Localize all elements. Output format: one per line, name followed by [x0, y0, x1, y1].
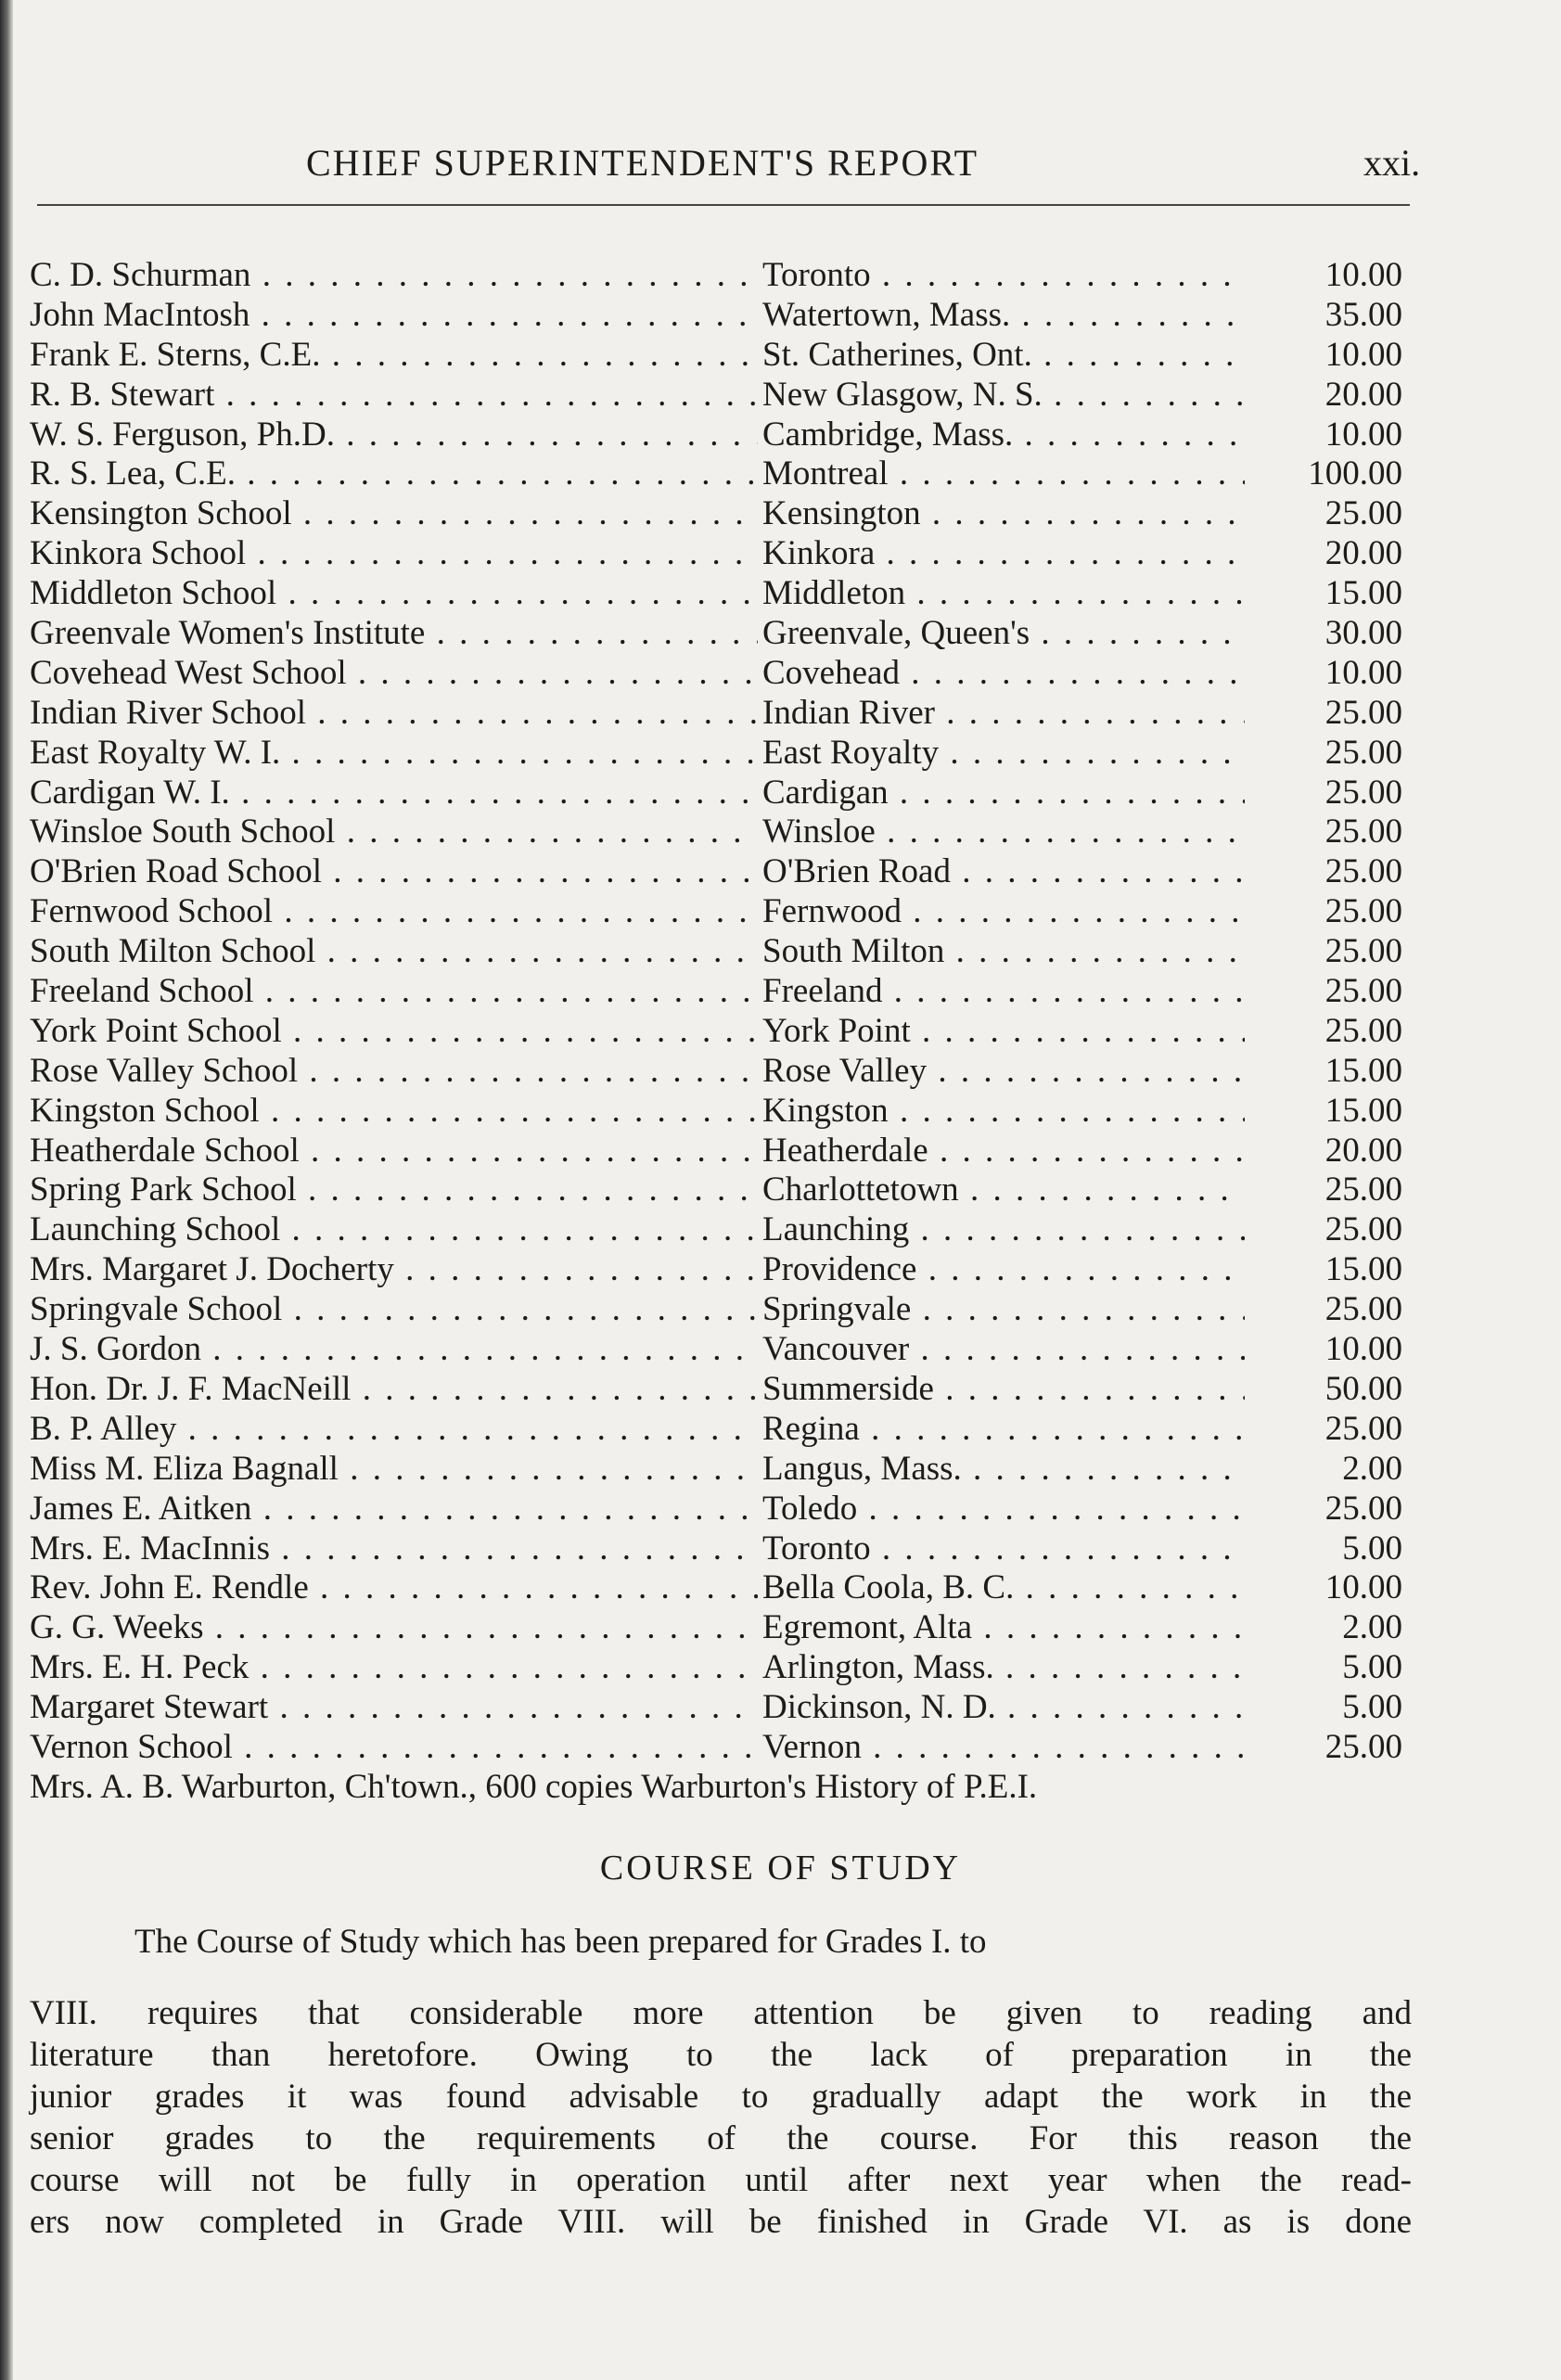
- contributor-name: Cardigan W. I. . . .: [30, 774, 758, 813]
- contributor-row: [30, 376, 1421, 416]
- contributor-amount: 35.00: [1324, 295, 1402, 334]
- paragraph-first-line: The Course of Study which has been prepared for Grades I. to: [134, 1923, 987, 1961]
- contributor-amount: 25.00: [1324, 892, 1402, 931]
- section-heading: COURSE OF STUDY: [599, 1849, 962, 1887]
- contributor-name: J. S. Gordon . . .: [30, 1330, 758, 1370]
- contributor-name: Springvale School . . .: [30, 1290, 758, 1330]
- contributor-row: [30, 1171, 1421, 1210]
- contributor-place: Launching . . .: [762, 1210, 1245, 1250]
- contributor-name: Kensington School . . .: [30, 494, 758, 534]
- contributor-amount: 10.00: [1324, 1330, 1402, 1369]
- contributor-row: [30, 534, 1421, 574]
- contributor-amount: 15.00: [1324, 574, 1402, 613]
- contributor-row: [30, 574, 1421, 614]
- contributor-name: Launching School . . .: [30, 1210, 758, 1250]
- contributor-name: W. S. Ferguson, Ph.D. . . .: [30, 416, 758, 455]
- contributor-name: Mrs. Margaret J. Docherty . . .: [30, 1250, 758, 1290]
- contributor-place: Vancouver . . .: [762, 1330, 1245, 1370]
- contributor-name: Covehead West School . . .: [30, 654, 758, 694]
- contributor-place: O'Brien Road . . .: [762, 852, 1245, 892]
- paragraph-line: ers now completed in Grade VIII. will be finished in Grade VI. as is done: [30, 2203, 1412, 2241]
- contributor-place: Toledo . . .: [762, 1490, 1245, 1529]
- contributor-name: Hon. Dr. J. F. MacNeill . . .: [30, 1370, 758, 1410]
- contributor-amount: 25.00: [1324, 813, 1402, 851]
- contributor-place: Providence . . .: [762, 1250, 1245, 1290]
- contributor-amount: 5.00: [1342, 1529, 1402, 1567]
- contributor-name: Mrs. E. H. Peck . . .: [30, 1648, 758, 1688]
- contributor-place: Regina . . .: [762, 1410, 1245, 1450]
- paragraph-line: senior grades to the requirements of the course. For this reason the: [30, 2119, 1412, 2157]
- contributor-row: [30, 1330, 1421, 1370]
- contributor-amount: 15.00: [1324, 1051, 1402, 1090]
- contributor-amount: 25.00: [1324, 1171, 1402, 1209]
- contributor-row: [30, 416, 1421, 455]
- contributor-place: Indian River . . .: [762, 694, 1245, 734]
- contributor-amount: 10.00: [1324, 256, 1402, 294]
- contributor-amount: 25.00: [1324, 773, 1402, 812]
- contributor-row: [30, 734, 1421, 774]
- contributor-place: Charlottetown . . .: [762, 1171, 1245, 1210]
- contributors-list: [30, 256, 1421, 1808]
- contributor-row: [30, 1568, 1421, 1608]
- contributor-amount: 10.00: [1324, 653, 1402, 692]
- contributor-name: O'Brien Road School . . .: [30, 852, 758, 892]
- contributor-row: [30, 1688, 1421, 1728]
- contributor-name: Kingston School . . .: [30, 1092, 758, 1132]
- contributor-name: Heatherdale School . . .: [30, 1132, 758, 1171]
- contributor-row: [30, 1529, 1421, 1569]
- contributor-amount: 20.00: [1324, 1131, 1402, 1170]
- contributor-row: [30, 1608, 1421, 1648]
- page-number: xxi.: [1363, 142, 1421, 184]
- contributor-place: Arlington, Mass. . . .: [762, 1648, 1245, 1688]
- contributor-amount: 10.00: [1324, 335, 1402, 374]
- contributor-name: Kinkora School . . .: [30, 534, 758, 574]
- contributor-name: Frank E. Sterns, C.E. . . .: [30, 336, 758, 376]
- contributor-amount: 25.00: [1324, 852, 1402, 891]
- contributor-place: New Glasgow, N. S. . . .: [762, 376, 1245, 416]
- contributor-row: [30, 296, 1421, 336]
- contributor-place: Kensington . . .: [762, 494, 1245, 534]
- paragraph-line: VIII. requires that considerable more attention be given to reading and: [30, 1994, 1412, 2032]
- contributor-row: [30, 852, 1421, 892]
- contributor-row: [30, 813, 1421, 852]
- contributor-name: Vernon School . . .: [30, 1728, 758, 1768]
- contributor-row: [30, 694, 1421, 734]
- contributor-place: Middleton . . .: [762, 574, 1245, 614]
- contributor-name: Freeland School . . .: [30, 972, 758, 1012]
- contributor-row: [30, 1410, 1421, 1450]
- contributor-amount: 2.00: [1342, 1608, 1402, 1647]
- contributor-row: [30, 774, 1421, 813]
- contributor-row: [30, 1052, 1421, 1092]
- contributor-place: Toronto . . .: [762, 256, 1245, 296]
- contributor-name: C. D. Schurman . . .: [30, 256, 758, 296]
- contributor-amount: 5.00: [1342, 1688, 1402, 1727]
- contributor-row: [30, 932, 1421, 972]
- contributor-place: Heatherdale . . .: [762, 1132, 1245, 1171]
- contributor-row: [30, 1210, 1421, 1250]
- contributor-name: R. S. Lea, C.E. . . .: [30, 454, 758, 494]
- contributor-name: John MacIntosh . . .: [30, 296, 758, 336]
- contributor-place: Summerside . . .: [762, 1370, 1245, 1410]
- contributor-amount: 30.00: [1324, 614, 1402, 653]
- contributor-name: East Royalty W. I. . . .: [30, 734, 758, 774]
- contributor-row: [30, 1450, 1421, 1490]
- contributor-amount: 25.00: [1324, 1210, 1402, 1249]
- header-rule: [37, 204, 1410, 206]
- contributor-place: South Milton . . .: [762, 932, 1245, 972]
- contributor-row: [30, 1648, 1421, 1688]
- contributor-name: B. P. Alley . . .: [30, 1410, 758, 1450]
- contributor-row: [30, 972, 1421, 1012]
- contributor-place: Cardigan . . .: [762, 774, 1245, 813]
- contributor-name: Miss M. Eliza Bagnall . . .: [30, 1450, 758, 1490]
- contributor-place: York Point . . .: [762, 1012, 1245, 1052]
- contributor-amount: 15.00: [1324, 1250, 1402, 1289]
- contributor-row: [30, 1092, 1421, 1132]
- contributor-place: Langus, Mass. . . .: [762, 1450, 1245, 1490]
- contributor-place: Covehead . . .: [762, 654, 1245, 694]
- contributor-name: James E. Aitken . . .: [30, 1490, 758, 1529]
- contributor-name: Rose Valley School . . .: [30, 1052, 758, 1092]
- contributor-amount: 25.00: [1324, 1727, 1402, 1766]
- contributor-amount: 20.00: [1324, 534, 1402, 573]
- contributor-row: [30, 494, 1421, 534]
- contributor-name: Winsloe South School . . .: [30, 813, 758, 852]
- contributor-place: Dickinson, N. D. . . .: [762, 1688, 1245, 1728]
- contributor-row: [30, 1012, 1421, 1052]
- contributor-row: [30, 454, 1421, 494]
- contributor-amount: 25.00: [1324, 733, 1402, 772]
- contributor-row: [30, 614, 1421, 654]
- contributor-name: Spring Park School . . .: [30, 1171, 758, 1210]
- contributor-row: [30, 1290, 1421, 1330]
- contributor-place: Cambridge, Mass. . . .: [762, 416, 1245, 455]
- contributor-amount: 10.00: [1324, 415, 1402, 454]
- contributor-place: Freeland . . .: [762, 972, 1245, 1012]
- contributor-amount: 25.00: [1324, 1409, 1402, 1448]
- contributor-place: Egremont, Alta . . .: [762, 1608, 1245, 1648]
- paragraph-body: [30, 1992, 1412, 2243]
- contributor-name: G. G. Weeks . . .: [30, 1608, 758, 1648]
- contributor-place: Fernwood . . .: [762, 892, 1245, 932]
- contributor-name: York Point School . . .: [30, 1012, 758, 1052]
- contributor-place: Bella Coola, B. C. . . .: [762, 1568, 1245, 1608]
- contributor-amount: 25.00: [1324, 932, 1402, 971]
- contributor-final-entry: Mrs. A. B. Warburton, Ch'town., 600 copies Warburton's History of P.E.I.: [30, 1767, 1038, 1806]
- contributor-row: [30, 1370, 1421, 1410]
- contributor-row: [30, 1728, 1421, 1768]
- contributor-row: [30, 892, 1421, 932]
- contributor-name: R. B. Stewart . . .: [30, 376, 758, 416]
- contributor-place: St. Catherines, Ont. . . .: [762, 336, 1245, 376]
- contributor-row: [30, 1490, 1421, 1529]
- paragraph-line: literature than heretofore. Owing to the lack of preparation in the: [30, 2036, 1412, 2074]
- contributor-row: [30, 256, 1421, 296]
- contributor-amount: 25.00: [1324, 693, 1402, 732]
- contributor-place: East Royalty . . .: [762, 734, 1245, 774]
- contributor-amount: 25.00: [1324, 1290, 1402, 1329]
- paragraph-line: junior grades it was found advisable to gradually adapt the work in the: [30, 2078, 1412, 2116]
- paragraph-line: course will not be fully in operation until after next year when the read-: [30, 2161, 1412, 2199]
- contributor-place: Kinkora . . .: [762, 534, 1245, 574]
- contributor-amount: 5.00: [1342, 1648, 1402, 1687]
- contributor-place: Toronto . . .: [762, 1529, 1245, 1569]
- contributor-name: Fernwood School . . .: [30, 892, 758, 932]
- running-head: CHIEF SUPERINTENDENT'S REPORT: [306, 142, 979, 184]
- contributor-place: Kingston . . .: [762, 1092, 1245, 1132]
- contributor-amount: 25.00: [1324, 1489, 1402, 1528]
- contributor-amount: 25.00: [1324, 494, 1402, 533]
- contributor-row: [30, 336, 1421, 376]
- contributor-place: Winsloe . . .: [762, 813, 1245, 852]
- contributor-place: Springvale . . .: [762, 1290, 1245, 1330]
- contributor-amount: 15.00: [1324, 1091, 1402, 1130]
- contributor-place: Vernon . . .: [762, 1728, 1245, 1768]
- contributor-amount: 20.00: [1324, 375, 1402, 414]
- contributor-name: Margaret Stewart . . .: [30, 1688, 758, 1728]
- contributor-amount: 100.00: [1308, 454, 1402, 493]
- contributor-place: Rose Valley . . .: [762, 1052, 1245, 1092]
- contributor-name: Rev. John E. Rendle . . .: [30, 1568, 758, 1608]
- contributor-row: [30, 654, 1421, 694]
- contributor-place: Greenvale, Queen's . . .: [762, 614, 1245, 654]
- contributor-amount: 10.00: [1324, 1568, 1402, 1607]
- contributor-place: Watertown, Mass. . . .: [762, 296, 1245, 336]
- contributor-name: Indian River School . . .: [30, 694, 758, 734]
- contributor-amount: 50.00: [1324, 1369, 1402, 1408]
- contributor-amount: 25.00: [1324, 972, 1402, 1011]
- contributor-name: Middleton School . . .: [30, 574, 758, 614]
- contributor-name: Greenvale Women's Institute . . .: [30, 614, 758, 654]
- contributor-amount: 25.00: [1324, 1011, 1402, 1050]
- contributor-row: [30, 1132, 1421, 1171]
- contributor-name: Mrs. E. MacInnis . . .: [30, 1529, 758, 1569]
- contributor-name: South Milton School . . .: [30, 932, 758, 972]
- contributor-row: [30, 1250, 1421, 1290]
- contributor-place: Montreal . . .: [762, 454, 1245, 494]
- contributor-amount: 2.00: [1342, 1449, 1402, 1488]
